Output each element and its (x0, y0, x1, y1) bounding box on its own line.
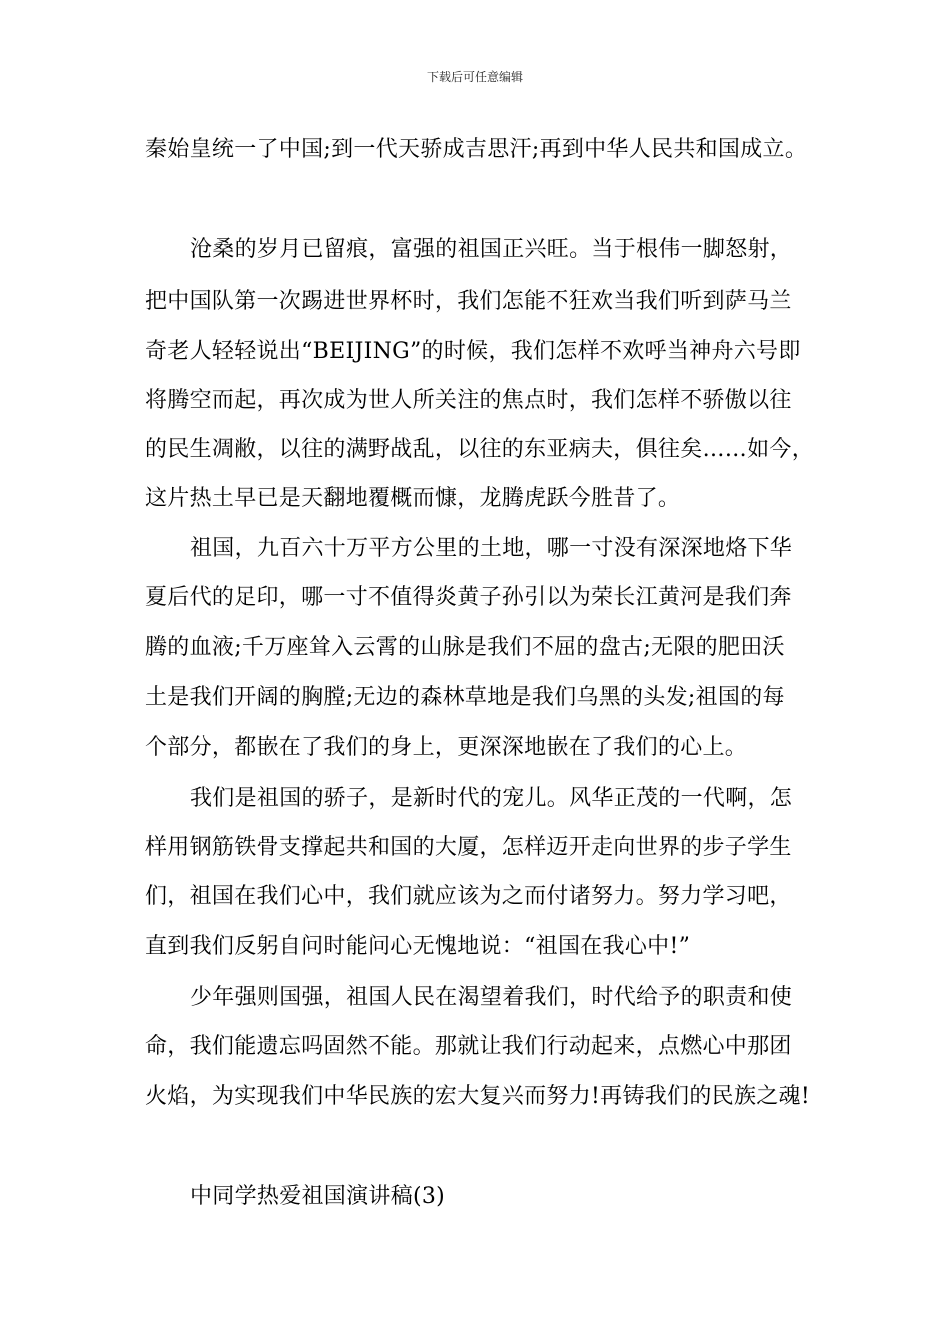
text-line: 沧桑的岁月已留痕，富强的祖国正兴旺。当于根伟一脚怒射， (190, 237, 793, 262)
text-line: 秦始皇统一了中国;到一代天骄成吉思汗;再到中华人民共和国成立。 (145, 137, 808, 162)
text-line: 火焰，为实现我们中华民族的宏大复兴而努力!再铸我们的民族之魂! (145, 1084, 810, 1109)
text-line: 命，我们能遗忘吗固然不能。那就让我们行动起来，点燃心中那团 (145, 1034, 792, 1059)
text-line: 样用钢筋铁骨支撑起共和国的大厦，怎样迈开走向世界的步子学生 (145, 835, 792, 860)
text-line: 直到我们反躬自问时能问心无愧地说：“祖国在我心中!” (145, 934, 691, 959)
text-line: 奇老人轻轻说出“BEIJING”的时候，我们怎样不欢呼当神舟六号即 (145, 339, 801, 364)
text-line: 祖国，九百六十万平方公里的土地，哪一寸没有深深地烙下华 (190, 536, 793, 561)
text-line: 的民生凋敝，以往的满野战乱，以往的东亚病夫，俱往矣……如今， (145, 437, 815, 462)
text-line: 夏后代的足印，哪一寸不值得炎黄子孙引以为荣长江黄河是我们奔 (145, 585, 792, 610)
text-line: 这片热土早已是天翻地覆概而慷，龙腾虎跃今胜昔了。 (145, 486, 681, 511)
text-line: 们，祖国在我们心中，我们就应该为之而付诸努力。努力学习吧， (145, 884, 792, 909)
text-line: 腾的血液;千万座耸入云霄的山脉是我们不屈的盘古;无限的肥田沃 (145, 635, 785, 660)
text-line: 少年强则国强，祖国人民在渴望着我们，时代给予的职责和使 (190, 985, 793, 1010)
text-line: 将腾空而起，再次成为世人所关注的焦点时，我们怎样不骄傲以往 (145, 388, 792, 413)
text-line: 个部分，都嵌在了我们的身上，更深深地嵌在了我们的心上。 (145, 735, 748, 760)
text-line: 土是我们开阔的胸膛;无边的森林草地是我们乌黑的头发;祖国的每 (145, 685, 785, 710)
text-line: 把中国队第一次踢进世界杯时，我们怎能不狂欢当我们听到萨马兰 (145, 289, 792, 314)
text-line: 我们是祖国的骄子，是新时代的宠儿。风华正茂的一代啊，怎 (190, 786, 793, 811)
page-header: 下载后可任意编辑 (426, 70, 523, 84)
section-title: 中同学热爱祖国演讲稿(3) (190, 1184, 446, 1209)
